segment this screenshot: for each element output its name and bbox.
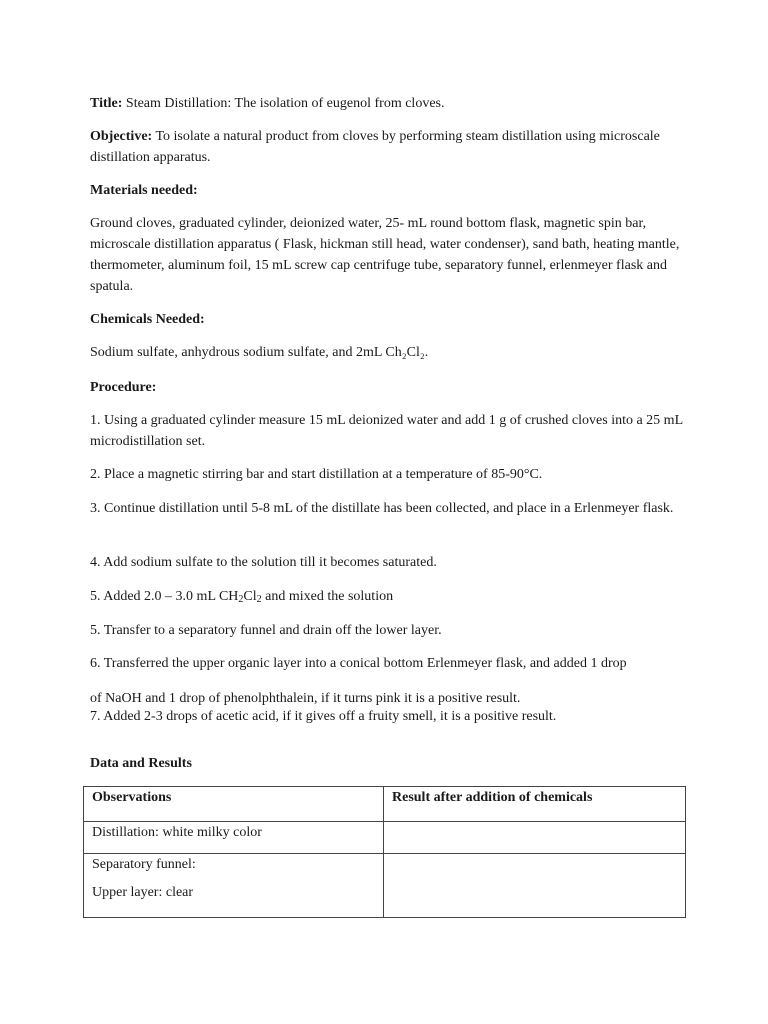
table-cell-empty (384, 822, 686, 854)
table-cell: Distillation: white milky color (84, 822, 384, 854)
procedure-step-6a: 6. Transferred the upper organic layer into a conical bottom Erlenmeyer flask, and added 1 drop (90, 656, 627, 671)
procedure-step-3: 3. Continue distillation until 5-8 mL of the distillate has been collected, and place in a Erlenmeyer flask. (90, 501, 674, 516)
results-table (83, 786, 686, 918)
data-results-heading: Data and Results (90, 756, 192, 771)
chemicals-heading: Chemicals Needed: (90, 312, 205, 327)
table-row (84, 854, 686, 918)
procedure-step-5b: 5. Transfer to a separatory funnel and drain off the lower layer. (90, 623, 442, 638)
procedure-step-4: 4. Add sodium sulfate to the solution till it becomes saturated. (90, 555, 437, 570)
objective-text: To isolate a natural product from cloves by performing steam distillation using microscale distillation apparatus. (90, 129, 660, 165)
title-line (90, 93, 690, 114)
procedure-step-7: 7. Added 2-3 drops of acetic acid, if it gives off a fruity smell, it is a positive result. (90, 709, 557, 724)
title-text: Steam Distillation: The isolation of eugenol from cloves. (125, 96, 445, 111)
table-header-cell: Observations (84, 787, 384, 822)
procedure-step-5a: 5. Added 2.0 – 3.0 mL $CH_2Cl_2$ and mixed the solution (90, 589, 394, 605)
procedure-heading: Procedure: (90, 380, 157, 395)
chemicals-paragraph: Sodium sulfate, anhydrous sodium sulfate, and 2mL Ch₂Cl₂. (90, 345, 429, 360)
materials-paragraph: Ground cloves, graduated cylinder, deionized water, 25- mL round bottom flask, magnetic spin bar, microscale distillation apparatus ( Flask, hickman still head, water condenser), sand bath, heating mantle, thermometer, aluminum foil, 15 mL screw cap centrifuge tube, separatory funnel, erlenmeyer flask and spatula. (90, 216, 680, 294)
objective-paragraph (90, 126, 690, 168)
table-header-row (84, 787, 686, 822)
procedure-step-1: 1. Using a graduated cylinder measure 15 mL deionized water and add 1 g of crushed cloves into a 25 mL microdistillation set. (90, 413, 683, 449)
procedure-step-6b: of NaOH and 1 drop of phenolphthalein, if it turns pink it is a positive result. (90, 691, 521, 706)
title-label: Title: (90, 96, 123, 111)
table-cell-empty (384, 854, 686, 918)
objective-label: Objective: (90, 129, 153, 144)
table-header-cell: Result after addition of chemicals (384, 787, 686, 822)
materials-heading: Materials needed: (90, 183, 198, 198)
table-cell: Separatory funnel: Upper layer: clear (84, 854, 384, 918)
procedure-step-2: 2. Place a magnetic stirring bar and start distillation at a temperature of 85-90°C. (90, 467, 543, 482)
table-row (84, 822, 686, 854)
